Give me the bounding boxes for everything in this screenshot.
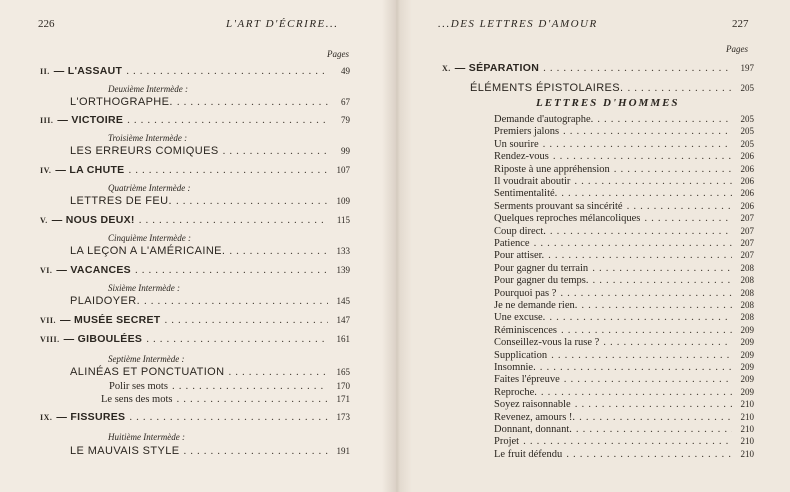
page-ref: 133: [336, 246, 350, 256]
sub-entry-title: Le sens des mots: [101, 394, 173, 405]
leader-dots: [523, 435, 732, 447]
leader-dots: [614, 163, 732, 175]
letter-title: Rendez-vous: [494, 151, 549, 163]
toc-entry: [494, 361, 754, 373]
toc-entry: [70, 245, 350, 259]
interlude-title: LA LEÇON A L'AMÉRICAINE.: [70, 245, 226, 257]
letter-title: Une excuse.: [494, 312, 546, 324]
letter-title: Demande d'autographe.: [494, 114, 594, 125]
interlude-title: L'ORTHOGRAPHE.: [70, 96, 173, 108]
leader-dots: [551, 349, 732, 361]
book-gutter: [382, 0, 412, 492]
interlude-title: PLAIDOYER.: [70, 295, 141, 307]
toc-entry: [494, 212, 754, 224]
section-title: — NOUS DEUX!: [51, 214, 135, 226]
toc-entry: [40, 333, 350, 347]
sub-entry-title: Polir ses mots: [109, 381, 168, 392]
page-ref: 209: [740, 386, 754, 397]
section-title: — LA CHUTE: [55, 164, 125, 176]
toc-entry: [494, 175, 754, 187]
letter-title: Soyez raisonnable: [494, 399, 571, 411]
toc-entry: [494, 311, 754, 323]
section-title: — VICTOIRE: [57, 114, 124, 126]
section-title: — MUSÉE SECRET: [60, 314, 161, 326]
letter-title: Projet: [494, 436, 520, 448]
toc-entry: [494, 448, 754, 460]
toc-entry: [40, 214, 350, 228]
page-ref: 206: [740, 188, 754, 199]
page-ref: 210: [740, 424, 754, 434]
toc-entry: [494, 324, 754, 336]
interlude-label: Troisième Intermède :: [108, 133, 188, 143]
toc-entry: [494, 187, 754, 199]
leader-dots: [575, 398, 732, 410]
leader-dots: [576, 423, 732, 435]
leader-dots: [172, 380, 328, 392]
letter-title: Quelques reproches mélancoliques: [494, 213, 641, 225]
leader-dots: [550, 225, 732, 237]
leader-dots: [176, 195, 328, 207]
toc-entry: [494, 386, 754, 398]
interlude-title: LE MAUVAIS STYLE: [70, 445, 180, 457]
leader-dots: [593, 274, 733, 286]
pages-label: Pages: [726, 44, 748, 54]
toc-entry: [494, 411, 754, 423]
letter-title: Il voudrait aboutir: [494, 176, 571, 187]
leader-dots: [563, 125, 732, 137]
letter-title: Je ne demande rien.: [494, 300, 578, 311]
leader-dots: [541, 386, 732, 398]
section-title: — SÉPARATION: [454, 62, 540, 74]
toc-entry: [109, 380, 350, 394]
toc-entry: [442, 62, 754, 76]
leader-dots: [126, 65, 328, 77]
letter-title: Réminiscences: [494, 324, 557, 336]
page-ref: 197: [740, 63, 754, 73]
page-ref: 209: [740, 374, 754, 385]
page-ref: 161: [336, 334, 350, 344]
letter-title: Conseillez-vous la ruse ?: [494, 337, 600, 349]
page-ref: 208: [740, 312, 754, 323]
toc-entry: [70, 445, 350, 459]
interlude-label: Huitième Intermède :: [108, 432, 185, 442]
interlude-label: Septième Intermède :: [108, 354, 185, 364]
interlude-title: LES ERREURS COMIQUES: [70, 145, 219, 157]
page-ref: 205: [740, 83, 754, 93]
page-ref: 208: [740, 275, 754, 286]
page-ref: 207: [740, 250, 754, 261]
leader-dots: [560, 287, 732, 299]
page-ref: 208: [740, 262, 754, 273]
section-title: — VACANCES: [56, 264, 131, 276]
letter-title: Pourquoi pas ?: [494, 287, 557, 299]
leader-dots: [146, 333, 328, 345]
page-ref: 209: [740, 324, 754, 335]
letter-title: Premiers jalons: [494, 126, 560, 138]
toc-entry: [40, 264, 350, 278]
toc-entry: [470, 82, 754, 96]
leader-dots: [228, 366, 328, 378]
leader-dots: [549, 311, 732, 323]
letter-title: Donnant, donnant.: [494, 424, 572, 435]
leader-dots: [603, 336, 732, 348]
page-ref: 209: [740, 337, 754, 348]
page-ref: 209: [740, 349, 754, 360]
section-title: — FISSURES: [56, 411, 126, 423]
page-ref: 99: [341, 146, 350, 156]
leader-dots: [534, 237, 732, 249]
toc-entry: [494, 349, 754, 361]
interlude-label: Sixième Intermède :: [108, 283, 180, 293]
toc-entry: [494, 398, 754, 410]
leader-dots: [627, 82, 732, 94]
leader-dots: [540, 361, 732, 373]
letter-title: Insomnie.: [494, 362, 536, 373]
interlude-title: ALINÉAS ET PONCTUATION: [70, 366, 225, 378]
toc-entry: [40, 314, 350, 328]
toc-entry: [40, 164, 350, 178]
toc-entry: [494, 274, 754, 286]
toc-entry: [494, 423, 754, 435]
page-ref: 209: [740, 362, 754, 372]
letter-title: Revenez, amours !.: [494, 411, 576, 423]
page-ref: 206: [740, 151, 754, 162]
letter-title: Pour gagner du terrain: [494, 262, 589, 274]
leader-dots: [579, 411, 732, 423]
letter-title: Serments prouvant sa sincérité: [494, 200, 623, 212]
leader-dots: [135, 264, 328, 276]
leader-dots: [144, 295, 328, 307]
section-roman: III.: [40, 116, 54, 125]
page-ref: 67: [341, 97, 350, 107]
toc-entry: [494, 113, 754, 125]
toc-entry: [494, 287, 754, 299]
page-ref: 171: [336, 394, 350, 404]
leader-dots: [581, 299, 732, 311]
leader-dots: [553, 150, 732, 162]
page-ref: 205: [740, 126, 754, 137]
toc-entry: [40, 411, 350, 425]
page-ref: 207: [740, 213, 754, 224]
page-ref: 208: [740, 287, 754, 298]
toc-entry: [70, 96, 350, 110]
leader-dots: [566, 448, 732, 460]
page-ref: 115: [336, 215, 350, 225]
section-roman: VI.: [40, 266, 53, 275]
toc-entry: [494, 299, 754, 311]
section-roman: X.: [442, 64, 451, 73]
toc-entry: [494, 435, 754, 447]
toc-entry: [494, 138, 754, 150]
page-ref: 49: [341, 66, 350, 76]
leader-dots: [644, 212, 732, 224]
section-roman: IX.: [40, 413, 53, 422]
page-ref: 139: [336, 265, 350, 275]
page-ref: 210: [740, 411, 754, 422]
section-roman: IV.: [40, 166, 52, 175]
toc-entry: [70, 295, 350, 309]
page-ref: 205: [740, 114, 754, 124]
toc-entry: [494, 163, 754, 175]
interlude-label: Deuxième Intermède :: [108, 84, 188, 94]
page-ref: 207: [740, 225, 754, 236]
toc-entry: [494, 249, 754, 261]
toc-entry: [70, 366, 350, 380]
section-title: — L'ASSAUT: [53, 65, 123, 77]
letter-title: Supplication: [494, 349, 548, 361]
page-ref: 145: [336, 296, 350, 306]
letter-title: Le fruit défendu: [494, 448, 563, 460]
page-ref: 206: [740, 200, 754, 211]
page-ref: 173: [336, 412, 350, 422]
interlude-label: Quatrième Intermède :: [108, 183, 191, 193]
page-ref: 206: [740, 163, 754, 174]
toc-entry: [494, 262, 754, 274]
section-roman: II.: [40, 67, 50, 76]
elements-title: ÉLÉMENTS ÉPISTOLAIRES.: [470, 82, 624, 94]
section-roman: VII.: [40, 316, 57, 325]
leader-dots: [128, 164, 328, 176]
leader-dots: [561, 187, 732, 199]
leader-dots: [139, 214, 328, 226]
leader-dots: [164, 314, 328, 326]
leader-dots: [177, 96, 328, 108]
section-title: — GIBOULÉES: [63, 333, 143, 345]
leader-dots: [561, 324, 732, 336]
toc-entry: [40, 65, 350, 79]
leader-dots: [592, 262, 732, 274]
toc-entry: [101, 393, 350, 407]
letter-title: Riposte à une appréhension: [494, 163, 610, 175]
leader-dots: [543, 138, 732, 150]
toc-entry: [70, 145, 350, 159]
page-ref: 207: [740, 238, 754, 248]
toc-entry: [40, 114, 350, 128]
page-ref: 210: [740, 436, 754, 447]
toc-entry: [494, 150, 754, 162]
toc-entry: [70, 195, 350, 209]
letter-title: Pour gagner du temps.: [494, 275, 589, 287]
section-roman: VIII.: [40, 335, 60, 344]
letter-title: Pour attiser.: [494, 250, 545, 262]
page-ref: 210: [740, 399, 754, 410]
page-ref: 208: [740, 300, 754, 310]
page-ref: 206: [740, 176, 754, 186]
leader-dots: [548, 249, 732, 261]
toc-entry: [494, 225, 754, 237]
page-ref: 191: [336, 446, 350, 456]
letter-title: Patience: [494, 238, 530, 249]
page-ref: 107: [336, 165, 350, 175]
section-roman: V.: [40, 216, 48, 225]
toc-entry: [494, 336, 754, 348]
leader-dots: [564, 373, 732, 385]
leader-dots: [223, 145, 328, 157]
page-number: 227: [732, 18, 749, 30]
letter-title: Un sourire: [494, 138, 539, 150]
leader-dots: [129, 411, 328, 423]
letter-title: Sentimentalité.: [494, 188, 558, 200]
leader-dots: [543, 62, 732, 74]
page-ref: 147: [336, 315, 350, 325]
page-ref: 79: [341, 115, 350, 125]
letter-title: Coup direct.: [494, 225, 546, 237]
page-number: 226: [38, 18, 55, 30]
leader-dots: [127, 114, 328, 126]
right-page: [396, 0, 790, 492]
leader-dots: [627, 200, 732, 212]
page-ref: 205: [740, 138, 754, 149]
toc-entry: [494, 373, 754, 385]
interlude-label: Cinquième Intermède :: [108, 233, 191, 243]
page-ref: 210: [740, 448, 754, 459]
toc-entry: [494, 200, 754, 212]
toc-entry: [494, 125, 754, 137]
page-ref: 170: [336, 381, 350, 391]
letter-title: Reproche.: [494, 386, 537, 398]
leader-dots: [574, 175, 732, 187]
running-head: ...DES LETTRES D'AMOUR: [438, 18, 598, 30]
subheading: LETTRES D'HOMMES: [536, 97, 680, 109]
interlude-title: LETTRES DE FEU.: [70, 195, 172, 207]
letter-title: Faites l'épreuve: [494, 374, 560, 386]
leader-dots: [597, 113, 732, 125]
leader-dots: [229, 245, 328, 257]
page-ref: 109: [336, 196, 350, 206]
leader-dots: [176, 393, 328, 405]
page-ref: 165: [336, 367, 350, 377]
pages-label: Pages: [327, 49, 349, 59]
leader-dots: [184, 445, 328, 457]
running-head: L'ART D'ÉCRIRE...: [226, 18, 339, 30]
toc-entry: [494, 237, 754, 249]
